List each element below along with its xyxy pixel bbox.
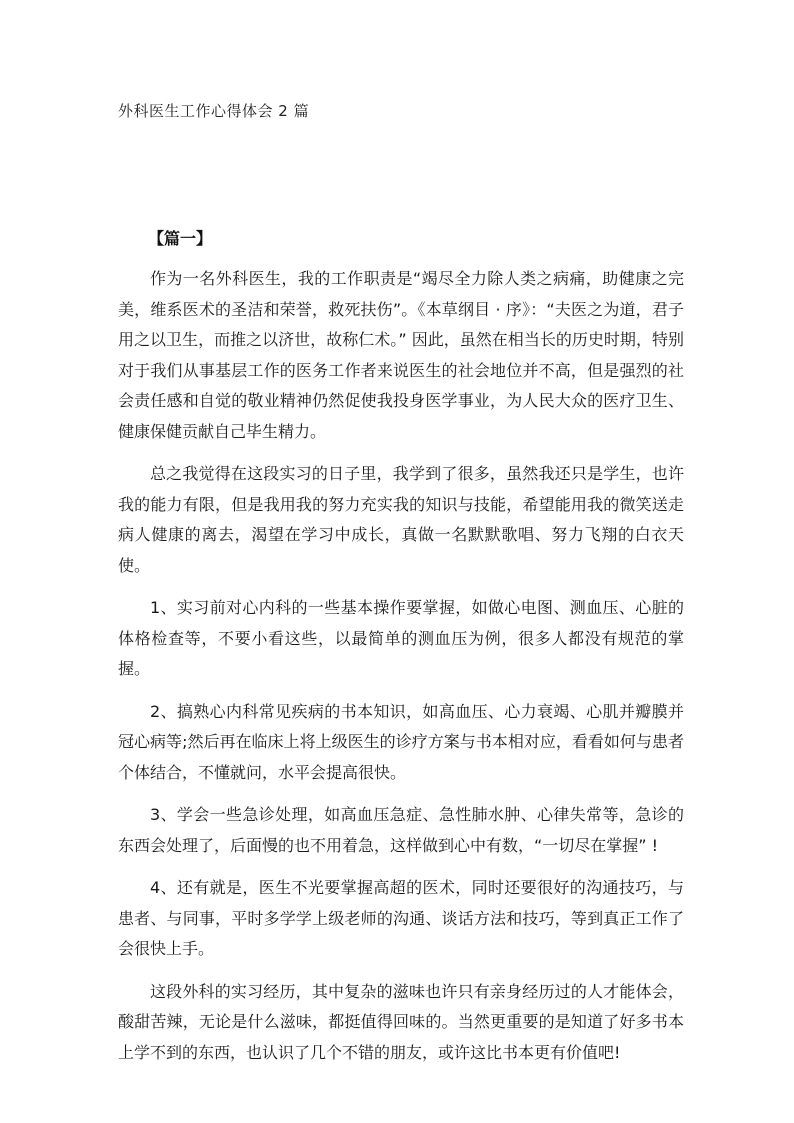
- paragraph-point-1: 1、实习前对心内科的一些基本操作要掌握，如做心电图、测血压、心脏的体格检查等，不要小看这些，以最简单的测血压为例，很多人都没有规范的掌握。: [118, 598, 684, 678]
- paragraph-summary: 总之我觉得在这段实习的日子里，我学到了很多，虽然我还只是学生，也许我的能力有限，但是我用我的努力充实我的知识与技能，希望能用我的微笑送走病人健康的离去，渴望在学习中成长，真做一名默默歌唱、努力飞翔的白衣天使。: [118, 464, 684, 575]
- section-heading: 【篇一】: [148, 229, 213, 248]
- document-title: 外科医生工作心得体会 2 篇: [118, 102, 310, 120]
- paragraph-point-3: 3、学会一些急诊处理，如高血压急症、急性肺水肿、心律失常等，急诊的东西会处理了，后面慢的也不用着急，这样做到心中有数，“一切尽在掌握” !: [118, 805, 684, 855]
- document-body: [118, 264, 684, 1068]
- paragraph-conclusion: 这段外科的实习经历，其中复杂的滋味也许只有亲身经历过的人才能体会，酸甜苦辣，无论是什么滋味，都挺值得回味的。当然更重要的是知道了好多书本上学不到的东西，也认识了几个不错的朋友，或许这比书本更有价值吧!: [118, 981, 684, 1062]
- paragraph-point-4: 4、还有就是，医生不光要掌握高超的医术，同时还要很好的沟通技巧，与患者、与同事，平时多学学上级老师的沟通、谈话方法和技巧，等到真正工作了会很快上手。: [118, 878, 684, 958]
- paragraph-point-2: 2、搞熟心内科常见疾病的书本知识，如高血压、心力衰竭、心肌并瓣膜并冠心病等;然后再在临床上将上级医生的诊疗方案与书本相对应，看看如何与患者个体结合，不懂就问，水平会提高很快。: [118, 701, 684, 782]
- paragraph-intro: 作为一名外科医生，我的工作职责是“竭尽全力除人类之病痛，助健康之完美，维系医术的圣洁和荣誉，救死扶伤”。《本草纲目 · 序》：“夫医之为道，君子用之以卫生，而推之以济世，故称仁术。” 因此，虽然在相当长的历史时期，特别对于我们从事基层工作的医务工作者来说医生的社会地位并不高，但是强烈的社会责任感和自觉的敬业精神仍然促使我投身医学事业，为人民大众的医疗卫生、健康保健贡献自己毕生精力。: [118, 269, 684, 441]
